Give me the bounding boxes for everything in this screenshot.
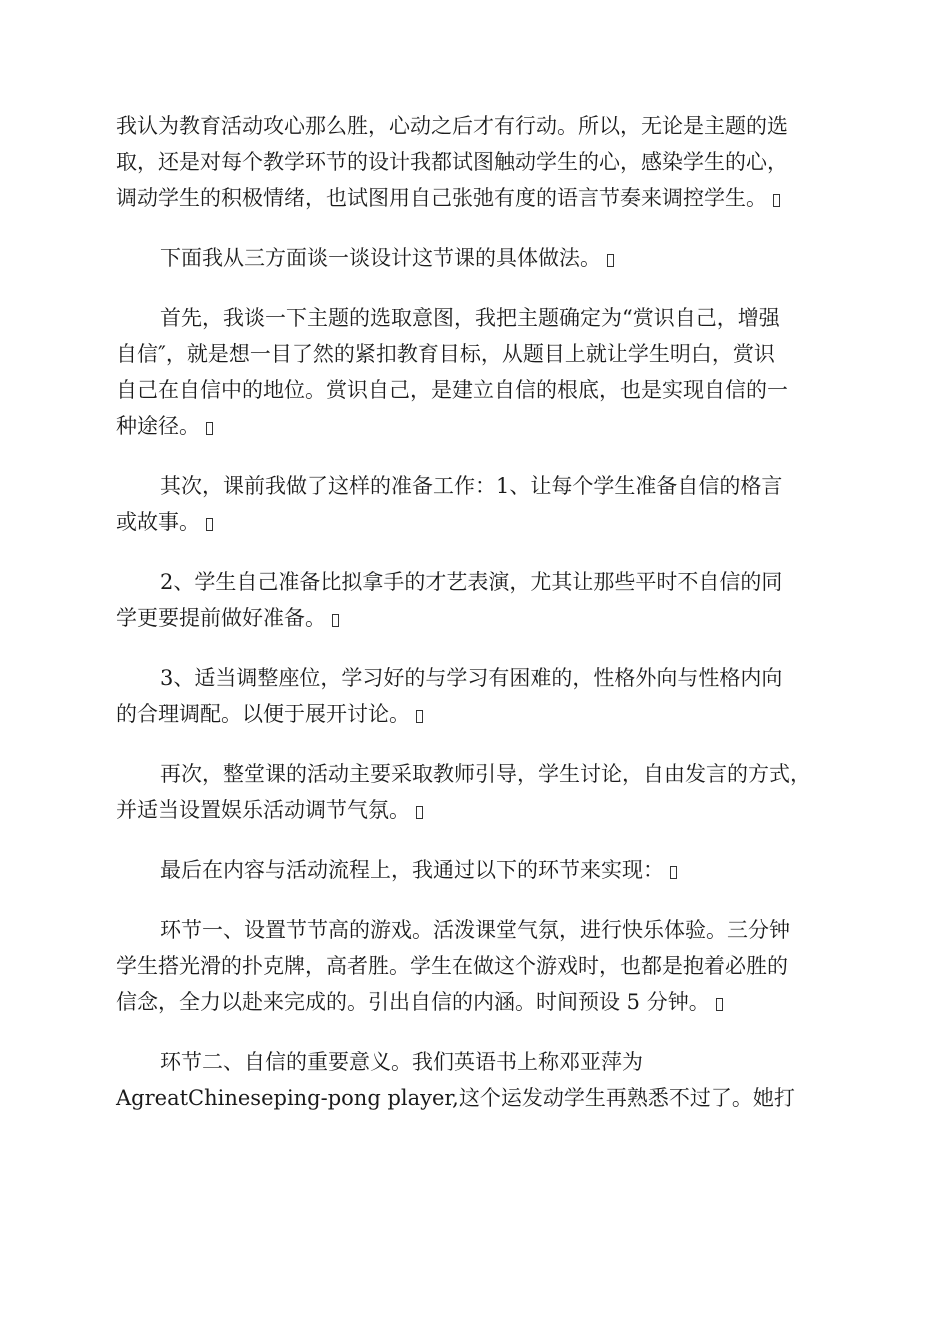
text-line bbox=[116, 948, 836, 984]
line-text: 或故事。 bbox=[116, 510, 200, 534]
line-text: 其次，课前我做了这样的准备工作：1、让每个学生准备自信的格言 bbox=[160, 474, 783, 498]
text-line bbox=[116, 408, 836, 444]
line-text: 信念，全力以赴来完成的。引出自信的内涵。时间预设 5 分钟。 bbox=[116, 990, 710, 1014]
line-text: 下面我从三方面谈一谈设计这节课的具体做法。 bbox=[160, 246, 601, 270]
paragraph bbox=[116, 756, 836, 828]
paragraph bbox=[116, 108, 836, 216]
line-text: 学生搭光滑的扑克牌，高者胜。学生在做这个游戏时，也都是抱着必胜的 bbox=[116, 954, 788, 978]
line-text: 并适当设置娱乐活动调节气氛。 bbox=[116, 798, 410, 822]
line-text: 3、适当调整座位，学习好的与学习有困难的，性格外向与性格内向 bbox=[160, 666, 783, 690]
text-line bbox=[116, 468, 836, 504]
line-text: 种途径。 bbox=[116, 414, 200, 438]
paragraph-mark-icon bbox=[670, 866, 677, 879]
line-text: 自信″，就是想一目了然的紧扣教育目标，从题目上就让学生明白，赏识 bbox=[116, 342, 775, 366]
text-line bbox=[116, 792, 836, 828]
text-line bbox=[116, 240, 836, 276]
line-text: 自己在自信中的地位。赏识自己，是建立自信的根底，也是实现自信的一 bbox=[116, 378, 788, 402]
text-line bbox=[116, 600, 836, 636]
line-text: 2、学生自己准备比拟拿手的才艺表演，尤其让那些平时不自信的同 bbox=[160, 570, 783, 594]
text-line bbox=[116, 756, 836, 792]
line-text: 的合理调配。以便于展开讨论。 bbox=[116, 702, 410, 726]
line-text: 首先，我谈一下主题的选取意图，我把主题确定为“赏识自己，增强 bbox=[160, 306, 780, 330]
paragraph-mark-icon bbox=[206, 422, 213, 435]
line-text: 我认为教育活动攻心那么胜，心动之后才有行动。所以，无论是主题的选 bbox=[116, 114, 788, 138]
paragraph-mark-icon bbox=[773, 194, 780, 207]
line-text: 环节一、设置节节高的游戏。活泼课堂气氛，进行快乐体验。三分钟 bbox=[160, 918, 790, 942]
text-line bbox=[116, 372, 836, 408]
text-line bbox=[116, 660, 836, 696]
paragraph-mark-icon bbox=[206, 518, 213, 531]
line-text: AgreatChineseping-pong player,这个运发动学生再熟悉不过了。她打 bbox=[116, 1086, 795, 1110]
paragraph-mark-icon bbox=[416, 710, 423, 723]
line-text: 取，还是对每个教学环节的设计我都试图触动学生的心，感染学生的心， bbox=[116, 150, 788, 174]
paragraph bbox=[116, 852, 836, 888]
text-line bbox=[116, 504, 836, 540]
line-text: 最后在内容与活动流程上，我通过以下的环节来实现： bbox=[160, 858, 664, 882]
text-line bbox=[116, 1080, 836, 1116]
paragraph bbox=[116, 240, 836, 276]
text-line bbox=[116, 696, 836, 732]
text-line bbox=[116, 180, 836, 216]
text-line bbox=[116, 336, 836, 372]
paragraph-mark-icon bbox=[607, 254, 614, 267]
document-body bbox=[116, 108, 836, 1140]
text-line bbox=[116, 300, 836, 336]
paragraph bbox=[116, 468, 836, 540]
line-text: 再次，整堂课的活动主要采取教师引导，学生讨论，自由发言的方式， bbox=[160, 762, 811, 786]
line-text: 环节二、自信的重要意义。我们英语书上称邓亚萍为 bbox=[160, 1050, 643, 1074]
paragraph-mark-icon bbox=[332, 614, 339, 627]
line-text: 调动学生的积极情绪，也试图用自己张弛有度的语言节奏来调控学生。 bbox=[116, 186, 767, 210]
paragraph bbox=[116, 300, 836, 444]
paragraph-mark-icon bbox=[416, 806, 423, 819]
paragraph bbox=[116, 1044, 836, 1116]
paragraph bbox=[116, 912, 836, 1020]
text-line bbox=[116, 912, 836, 948]
text-line bbox=[116, 984, 836, 1020]
paragraph-mark-icon bbox=[716, 998, 723, 1011]
paragraph bbox=[116, 660, 836, 732]
text-line bbox=[116, 564, 836, 600]
text-line bbox=[116, 852, 836, 888]
text-line bbox=[116, 108, 836, 144]
text-line bbox=[116, 144, 836, 180]
line-text: 学更要提前做好准备。 bbox=[116, 606, 326, 630]
text-line bbox=[116, 1044, 836, 1080]
paragraph bbox=[116, 564, 836, 636]
